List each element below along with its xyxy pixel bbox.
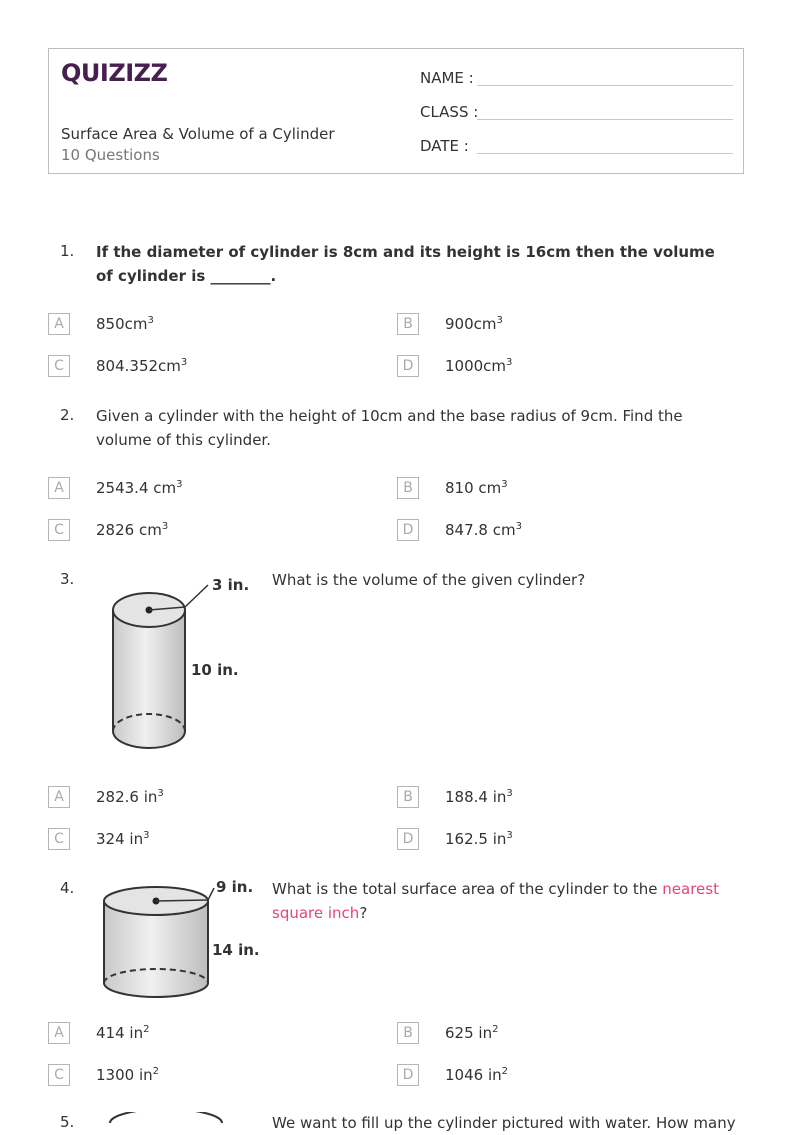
cylinder-figure-q4	[96, 872, 266, 1000]
q4-option-b: 625 $in^2$	[445, 1024, 499, 1042]
class-line	[477, 119, 733, 120]
q3-option-c: 324 $in^3$	[96, 830, 150, 848]
question-5-number: 5.	[60, 1113, 75, 1131]
q1-option-d-box[interactable]: D	[397, 355, 419, 377]
q1-option-d: $1000cm^3$	[445, 357, 513, 375]
q1-option-b: $900cm^3$	[445, 315, 503, 333]
q3-height-label: 10 in.	[191, 661, 239, 679]
cylinder-figure-q5	[96, 1112, 226, 1123]
quizizz-logo: QUIZIZZ	[61, 59, 168, 87]
q3-option-c-box[interactable]: C	[48, 828, 70, 850]
question-count: 10 Questions	[61, 146, 160, 164]
question-5-text: We want to fill up the cylinder pictured with water. How many	[272, 1114, 736, 1132]
question-3-text: What is the volume of the given cylinder?	[272, 571, 586, 589]
q4-option-a: 414 $in^2$	[96, 1024, 150, 1042]
question-2-number: 2.	[60, 406, 75, 424]
q3-option-d: 162.5 $in^3$	[445, 830, 513, 848]
q2-option-b: 810 $cm^3$	[445, 479, 508, 497]
date-field[interactable]	[420, 137, 469, 155]
q4-option-c: 1300 $in^2$	[96, 1066, 159, 1084]
q4-option-d: 1046 $in^2$	[445, 1066, 508, 1084]
q1-option-a: $850cm^3$	[96, 315, 154, 333]
date-line	[477, 153, 733, 154]
question-3-number: 3.	[60, 570, 75, 588]
worksheet-title: Surface Area & Volume of a Cylinder	[61, 125, 335, 143]
q4-option-b-box[interactable]: B	[397, 1022, 419, 1044]
name-field[interactable]	[420, 69, 474, 87]
class-field[interactable]	[420, 103, 478, 121]
q3-option-b: 188.4 $in^3$	[445, 788, 513, 806]
q3-option-a: 282.6 $in^3$	[96, 788, 164, 806]
q2-option-d-box[interactable]: D	[397, 519, 419, 541]
q3-option-d-box[interactable]: D	[397, 828, 419, 850]
q1-option-b-box[interactable]: B	[397, 313, 419, 335]
question-2-text: Given a cylinder with the height of 10cm and the base radius of 9cm. Find the volume of this cylinder.	[96, 407, 683, 449]
question-1-text: If the diameter of cylinder is 8cm and its height is 16cm then the volume of cylinder is ________.	[96, 243, 715, 285]
q2-option-c: 2826 $cm^3$	[96, 521, 169, 539]
q1-option-c: $804.352cm^3$	[96, 357, 188, 375]
q4-option-c-box[interactable]: C	[48, 1064, 70, 1086]
cylinder-figure-q3	[96, 568, 266, 754]
q3-option-b-box[interactable]: B	[397, 786, 419, 808]
q4-radius-label: 9 in.	[216, 878, 254, 896]
q2-option-a-box[interactable]: A	[48, 477, 70, 499]
question-1-number: 1.	[60, 242, 75, 260]
q1-option-a-box[interactable]: A	[48, 313, 70, 335]
name-line	[477, 85, 733, 86]
q4-option-a-box[interactable]: A	[48, 1022, 70, 1044]
class-label: CLASS :	[420, 103, 479, 121]
nearest-square-inch-highlight: nearest square inch	[272, 880, 719, 922]
q3-radius-label: 3 in.	[212, 576, 250, 594]
question-4-number: 4.	[60, 879, 75, 897]
q1-option-c-box[interactable]: C	[48, 355, 70, 377]
q2-option-a: 2543.4 $cm^3$	[96, 479, 183, 497]
worksheet-header	[48, 48, 744, 174]
name-label: NAME :	[420, 69, 474, 87]
q2-option-d: 847.8 $cm^3$	[445, 521, 522, 539]
date-label: DATE :	[420, 137, 469, 155]
q2-option-b-box[interactable]: B	[397, 477, 419, 499]
q4-option-d-box[interactable]: D	[397, 1064, 419, 1086]
question-4-text: What is the total surface area of the cylinder to the nearest square inch?	[272, 880, 719, 922]
q3-option-a-box[interactable]: A	[48, 786, 70, 808]
q4-height-label: 14 in.	[212, 941, 260, 959]
q2-option-c-box[interactable]: C	[48, 519, 70, 541]
